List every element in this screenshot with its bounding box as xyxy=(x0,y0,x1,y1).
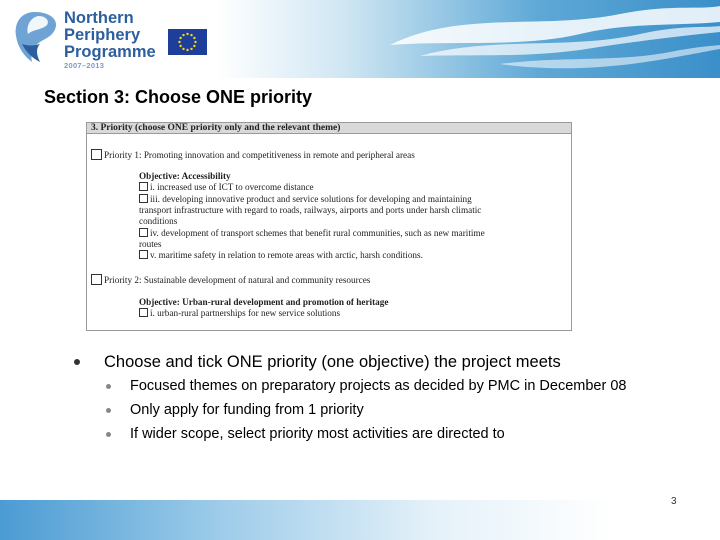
sub-bullet xyxy=(106,378,627,394)
obj1-item-checkbox[interactable] xyxy=(139,194,148,203)
header-banner xyxy=(0,0,720,78)
logo-line-2: Periphery xyxy=(64,26,141,44)
obj1-item-continuation: transport infrastructure with regard to roads, railways, airports and ports under harsh climatic xyxy=(139,205,482,215)
obj2-item-checkbox[interactable] xyxy=(139,308,148,317)
obj1-item-label: v. maritime safety in relation to remote areas with arctic, harsh conditions. xyxy=(150,250,423,260)
sub-bullet xyxy=(106,402,364,418)
priority-2-label: Priority 2: Sustainable development of natural and community resources xyxy=(104,275,371,285)
eu-flag-icon xyxy=(168,29,207,55)
bullet-dot-icon xyxy=(106,384,111,389)
obj1-item-row[interactable] xyxy=(139,194,472,204)
priority-1-row[interactable] xyxy=(91,149,415,160)
priority-1-label: Priority 1: Promoting innovation and competitiveness in remote and peripheral areas xyxy=(104,150,415,160)
priority-2-checkbox[interactable] xyxy=(91,274,102,285)
obj1-item-label: iii. developing innovative product and service solutions for developing and maintaining xyxy=(150,194,472,204)
programme-logo-icon xyxy=(10,8,60,66)
obj1-item-continuation: routes xyxy=(139,239,162,249)
priority-1-checkbox[interactable] xyxy=(91,149,102,160)
obj2-item-label: i. urban-rural partnerships for new service solutions xyxy=(150,308,341,318)
footer-band xyxy=(0,500,720,540)
main-bullet xyxy=(76,353,561,372)
obj2-item-row[interactable] xyxy=(139,308,340,318)
logo-line-3: Programme xyxy=(64,43,156,61)
bullet-dot-icon xyxy=(106,432,111,437)
form-heading: 3. Priority (choose ONE priority only and the relevant theme) xyxy=(87,123,571,134)
obj1-item-checkbox[interactable] xyxy=(139,182,148,191)
obj1-item-checkbox[interactable] xyxy=(139,228,148,237)
sub-bullet-text: Focused themes on preparatory projects as decided by PMC in December 08 xyxy=(130,378,627,394)
sub-bullet xyxy=(106,426,505,442)
obj1-item-row[interactable] xyxy=(139,228,485,238)
objective-2-heading: Objective: Urban-rural development and promotion of heritage xyxy=(139,297,389,307)
obj1-item-label: iv. development of transport schemes that benefit rural communities, such as new maritime xyxy=(150,228,485,238)
obj1-item-checkbox[interactable] xyxy=(139,250,148,259)
bullet-dot-icon xyxy=(74,359,80,365)
wave-graphic xyxy=(380,0,720,78)
obj1-item-row[interactable] xyxy=(139,182,314,192)
logo-years: 2007–2013 xyxy=(64,61,105,70)
logo-line-1: Northern xyxy=(64,9,134,27)
slide-title: Section 3: Choose ONE priority xyxy=(44,87,313,107)
bullet-dot-icon xyxy=(106,408,111,413)
obj1-item-label: i. increased use of ICT to overcome distance xyxy=(150,182,314,192)
page-number: 3 xyxy=(671,496,677,507)
programme-logo-text xyxy=(64,10,156,61)
priority-2-row[interactable] xyxy=(91,274,370,285)
sub-bullet-text: If wider scope, select priority most activities are directed to xyxy=(130,426,505,442)
main-bullet-text: Choose and tick ONE priority (one objective) the project meets xyxy=(104,353,561,371)
obj1-item-continuation: conditions xyxy=(139,216,178,226)
objective-1-heading: Objective: Accessibility xyxy=(139,171,231,181)
priority-form-image xyxy=(86,122,572,331)
obj1-item-row[interactable] xyxy=(139,250,423,260)
sub-bullet-text: Only apply for funding from 1 priority xyxy=(130,402,364,418)
